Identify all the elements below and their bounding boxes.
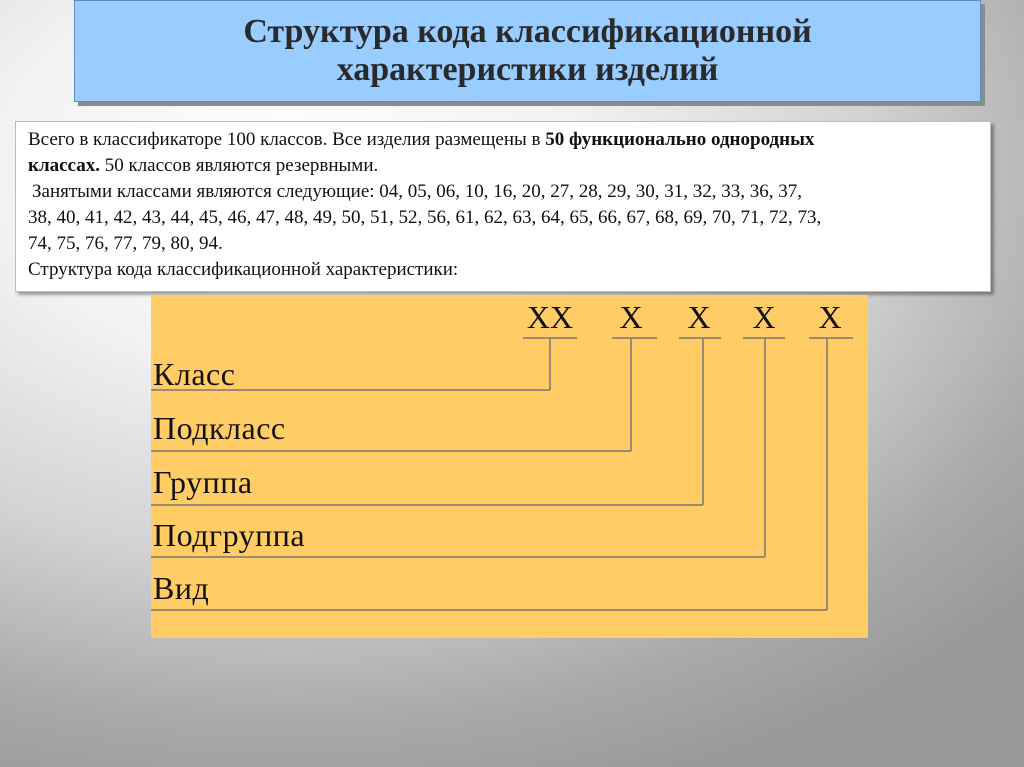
code-position-group: X xyxy=(687,299,711,335)
code-structure-diagram xyxy=(151,295,868,638)
occupied-classes-line-3: 74, 75, 76, 77, 79, 80, 94. xyxy=(28,233,223,254)
info-line-1 xyxy=(28,127,980,153)
info-text-regular: Всего в классификаторе 100 классов. Все изделия размещены в xyxy=(28,129,546,150)
occupied-classes-line-2: 38, 40, 41, 42, 43, 44, 45, 46, 47, 48, 49, 50, 51, 52, 56, 61, 62, 63, 64, 65, 66, 67, 68, 69, 70, 71, 72, 73, xyxy=(28,207,822,228)
info-text-bold-classes: классах. xyxy=(28,155,100,176)
info-text-box xyxy=(15,121,991,292)
level-label-group: Группа xyxy=(153,464,253,500)
structure-heading: Структура кода классификационной характеристики: xyxy=(28,259,459,280)
slide-title-box xyxy=(74,0,981,102)
level-label-class: Класс xyxy=(153,356,236,392)
occupied-classes-line-1: Занятыми классами являются следующие: 04, 05, 06, 10, 16, 20, 27, 28, 29, 30, 31, 32, 33, 36, 37, xyxy=(32,181,803,202)
info-line-2 xyxy=(28,153,980,179)
code-position-subclass: X xyxy=(619,299,643,335)
slide-title-line-2: характеристики изделий xyxy=(336,51,719,88)
level-label-type: Вид xyxy=(153,570,210,606)
info-text-bold: 50 функционально однородных xyxy=(545,129,815,150)
code-position-subgroup: X xyxy=(752,299,776,335)
level-label-subgroup: Подгруппа xyxy=(153,517,306,553)
level-label-subclass: Подкласс xyxy=(153,410,286,446)
connector-lines xyxy=(151,295,868,638)
info-text-reserved: 50 классов являются резервными. xyxy=(99,155,379,176)
code-position-class: XX xyxy=(526,299,574,335)
slide-title-line-1: Структура кода классификационной xyxy=(243,13,812,50)
code-position-type: X xyxy=(818,299,842,335)
